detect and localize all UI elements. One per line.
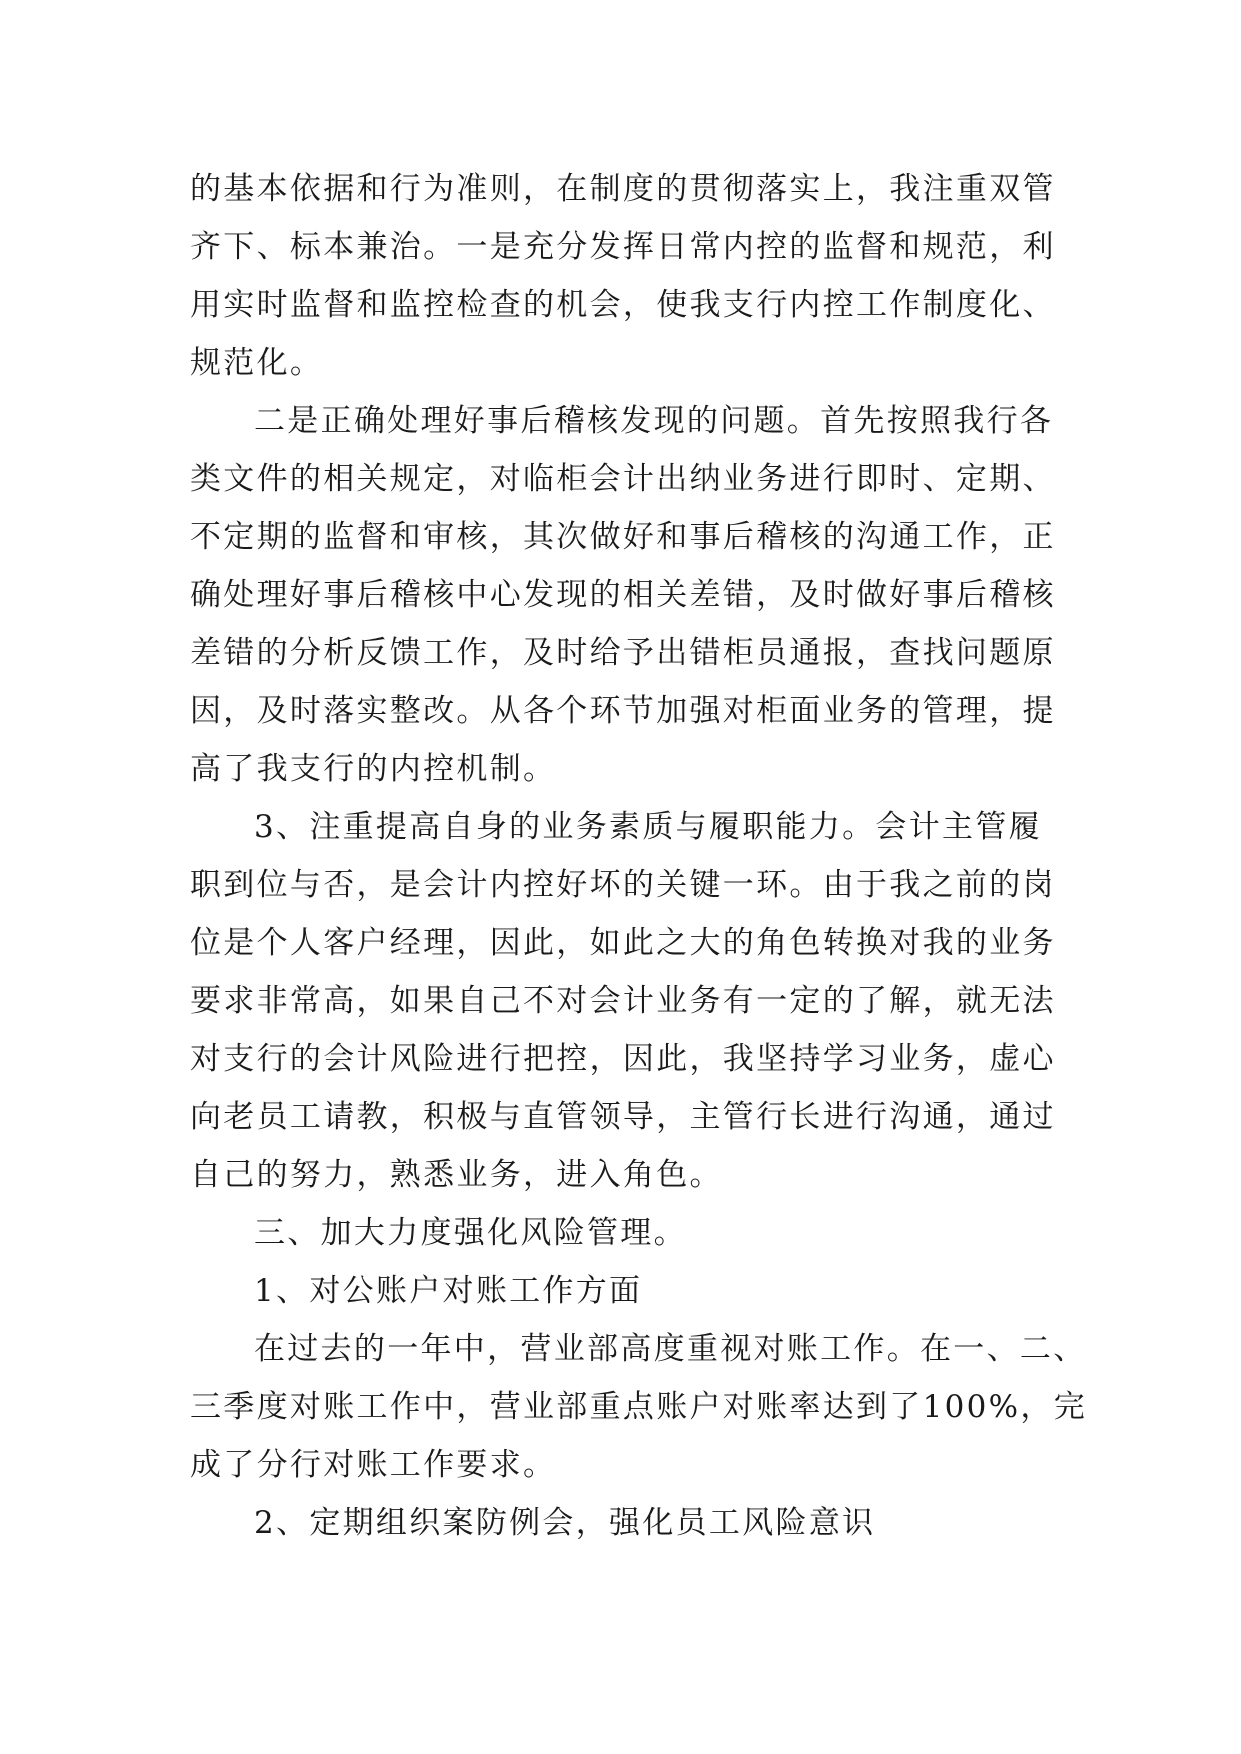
text-line: 3、注重提高自身的业务素质与履职能力。会计主管履 xyxy=(254,809,1042,845)
text-line: 自己的努力，熟悉业务，进入角色。 xyxy=(190,1157,723,1193)
text-line: 类文件的相关规定，对临柜会计出纳业务进行即时、定期、 xyxy=(190,461,1056,497)
text-line: 三季度对账工作中，营业部重点账户对账率达到了100%，完 xyxy=(190,1389,1088,1425)
text-line: 的基本依据和行为准则，在制度的贯彻落实上，我注重双管 xyxy=(190,171,1056,207)
text-line: 二是正确处理好事后稽核发现的问题。首先按照我行各 xyxy=(254,403,1054,439)
text-line: 要求非常高，如果自己不对会计业务有一定的了解，就无法 xyxy=(190,983,1056,1019)
text-line: 职到位与否，是会计内控好坏的关键一环。由于我之前的岗 xyxy=(190,867,1056,903)
text-line: 1、对公账户对账工作方面 xyxy=(254,1273,643,1309)
text-line: 三、加大力度强化风险管理。 xyxy=(254,1215,687,1251)
text-line: 向老员工请教，积极与直管领导，主管行长进行沟通，通过 xyxy=(190,1099,1056,1135)
text-line: 对支行的会计风险进行把控，因此，我坚持学习业务，虚心 xyxy=(190,1041,1056,1077)
text-line: 确处理好事后稽核中心发现的相关差错，及时做好事后稽核 xyxy=(190,577,1056,613)
text-line: 用实时监督和监控检查的机会，使我支行内控工作制度化、 xyxy=(190,287,1056,323)
document-body xyxy=(190,160,1088,1552)
text-line: 规范化。 xyxy=(190,345,324,381)
text-line: 高了我支行的内控机制。 xyxy=(190,751,557,787)
text-line: 齐下、标本兼治。一是充分发挥日常内控的监督和规范，利 xyxy=(190,229,1056,265)
text-line: 成了分行对账工作要求。 xyxy=(190,1447,557,1483)
text-line: 差错的分析反馈工作，及时给予出错柜员通报，查找问题原 xyxy=(190,635,1056,671)
text-line: 不定期的监督和审核，其次做好和事后稽核的沟通工作，正 xyxy=(190,519,1056,555)
text-line: 位是个人客户经理，因此，如此之大的角色转换对我的业务 xyxy=(190,925,1056,961)
text-line: 在过去的一年中，营业部高度重视对账工作。在一、二、 xyxy=(254,1331,1087,1367)
text-line: 2、定期组织案防例会，强化员工风险意识 xyxy=(254,1505,876,1541)
text-line: 因，及时落实整改。从各个环节加强对柜面业务的管理，提 xyxy=(190,693,1056,729)
